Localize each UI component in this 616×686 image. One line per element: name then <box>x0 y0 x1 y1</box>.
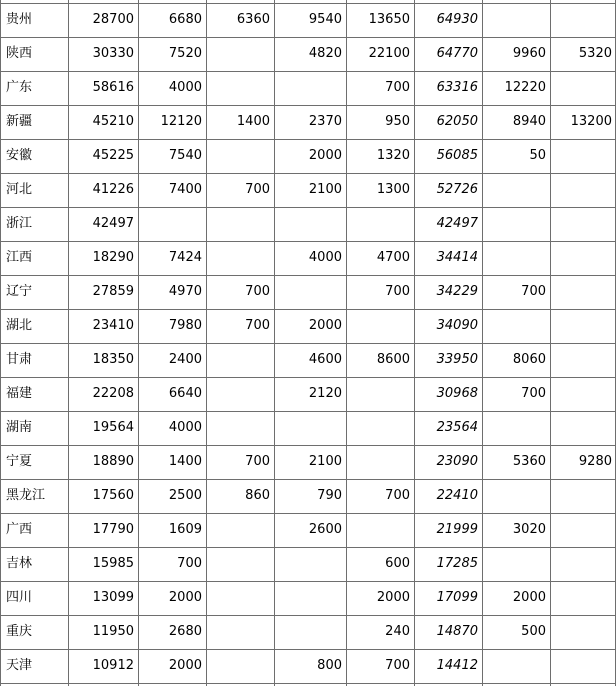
cell-province: 黑龙江 <box>6 488 46 503</box>
cell-col5: 4700 <box>376 250 410 265</box>
cell-col7 <box>482 649 550 683</box>
cell-col2: 4000 <box>168 80 202 95</box>
cell-col4 <box>274 615 346 649</box>
table-row <box>0 445 616 479</box>
cell-province: 甘肃 <box>6 352 33 367</box>
cell-col8 <box>550 207 616 241</box>
cell-col7: 2000 <box>512 590 546 605</box>
cell-col4: 2120 <box>308 386 342 401</box>
cell-col7: 8940 <box>512 114 546 129</box>
cell-col3 <box>206 71 274 105</box>
cell-col3 <box>206 207 274 241</box>
grid-line-horizontal <box>0 309 616 310</box>
cell-total: 17099 <box>436 590 478 605</box>
cell-col5: 240 <box>385 624 410 639</box>
table-row <box>0 377 616 411</box>
cell-col3: 1400 <box>236 114 270 129</box>
cell-col5 <box>346 411 414 445</box>
cell-col5: 700 <box>385 658 410 673</box>
grid-line-horizontal <box>0 377 616 378</box>
cell-col8 <box>550 275 616 309</box>
cell-col4: 4820 <box>308 46 342 61</box>
cell-col2: 1609 <box>168 522 202 537</box>
grid-line-horizontal <box>0 615 616 616</box>
table-row <box>0 207 616 241</box>
cell-total: 23564 <box>436 420 478 435</box>
cell-col7 <box>482 241 550 275</box>
cell-col7 <box>482 207 550 241</box>
cell-col3: 6360 <box>236 12 270 27</box>
cell-col1: 22208 <box>92 386 134 401</box>
cell-total: 52726 <box>436 182 478 197</box>
table-row <box>0 479 616 513</box>
cell-col8 <box>550 71 616 105</box>
cell-col7: 8060 <box>512 352 546 367</box>
cell-col4 <box>274 207 346 241</box>
cell-col4: 2000 <box>308 148 342 163</box>
cell-total: 34414 <box>436 250 478 265</box>
grid-line-horizontal <box>0 71 616 72</box>
cell-col2: 6680 <box>168 12 202 27</box>
cell-col4: 2600 <box>308 522 342 537</box>
cell-col1: 45225 <box>92 148 134 163</box>
cell-col1: 18350 <box>92 352 134 367</box>
grid-line-horizontal <box>0 37 616 38</box>
cell-col4: 9540 <box>308 12 342 27</box>
cell-col8 <box>550 343 616 377</box>
cell-col8 <box>550 649 616 683</box>
cell-col1: 17560 <box>92 488 134 503</box>
cell-col2: 2000 <box>168 590 202 605</box>
cell-col4: 2370 <box>308 114 342 129</box>
cell-col8 <box>550 173 616 207</box>
cell-total: 42497 <box>436 216 478 231</box>
cell-col1: 15985 <box>92 556 134 571</box>
grid-line-horizontal <box>0 683 616 684</box>
cell-col7: 3020 <box>512 522 546 537</box>
cell-total: 56085 <box>436 148 478 163</box>
cell-col7: 700 <box>521 386 546 401</box>
cell-col2: 4970 <box>168 284 202 299</box>
grid-line-horizontal <box>0 581 616 582</box>
cell-col1: 45210 <box>92 114 134 129</box>
cell-province: 辽宁 <box>6 284 33 299</box>
cell-col5 <box>346 513 414 547</box>
table-row <box>0 37 616 71</box>
cell-total: 17285 <box>436 556 478 571</box>
cell-col5 <box>346 377 414 411</box>
cell-col2: 2400 <box>168 352 202 367</box>
cell-col1: 11950 <box>92 624 134 639</box>
table-row <box>0 139 616 173</box>
table-row <box>0 513 616 547</box>
cell-col5: 700 <box>385 80 410 95</box>
cell-total: 34229 <box>436 284 478 299</box>
cell-col1: 42497 <box>92 216 134 231</box>
cell-col8 <box>550 3 616 37</box>
cell-province: 湖南 <box>6 420 33 435</box>
cell-col1: 18890 <box>92 454 134 469</box>
cell-col7: 12220 <box>504 80 546 95</box>
cell-col2: 2680 <box>168 624 202 639</box>
cell-col5: 2000 <box>376 590 410 605</box>
cell-col4: 2000 <box>308 318 342 333</box>
cell-col5 <box>346 207 414 241</box>
cell-col2: 2000 <box>168 658 202 673</box>
cell-col5 <box>346 445 414 479</box>
table-row <box>0 309 616 343</box>
cell-col1: 18290 <box>92 250 134 265</box>
cell-col8 <box>550 241 616 275</box>
cell-col2: 7424 <box>168 250 202 265</box>
cell-col4 <box>274 581 346 615</box>
grid-line-horizontal <box>0 479 616 480</box>
cell-col4: 2100 <box>308 454 342 469</box>
cell-province: 吉林 <box>6 556 33 571</box>
cell-col4 <box>274 275 346 309</box>
cell-col3 <box>206 411 274 445</box>
cell-province: 河北 <box>6 182 33 197</box>
cell-col8: 13200 <box>570 114 612 129</box>
cell-col8 <box>550 513 616 547</box>
table-row <box>0 411 616 445</box>
cell-col7 <box>482 3 550 37</box>
cell-total: 34090 <box>436 318 478 333</box>
cell-province: 江西 <box>6 250 33 265</box>
cell-col2: 12120 <box>160 114 202 129</box>
cell-col2: 1400 <box>168 454 202 469</box>
cell-province: 天津 <box>6 658 33 673</box>
cell-col7 <box>482 309 550 343</box>
grid-line-horizontal <box>0 241 616 242</box>
table-row <box>0 343 616 377</box>
cell-col7: 700 <box>521 284 546 299</box>
grid-line-horizontal <box>0 411 616 412</box>
cell-col1: 28700 <box>92 12 134 27</box>
cell-col8 <box>550 139 616 173</box>
cell-col1: 41226 <box>92 182 134 197</box>
table-row <box>0 581 616 615</box>
cell-col3 <box>206 581 274 615</box>
grid-line-horizontal <box>0 275 616 276</box>
cell-total: 62050 <box>436 114 478 129</box>
cell-province: 浙江 <box>6 216 33 231</box>
cell-col3: 700 <box>245 284 270 299</box>
cell-col8: 9280 <box>578 454 612 469</box>
cell-col2: 7980 <box>168 318 202 333</box>
cell-province: 新疆 <box>6 114 33 129</box>
cell-col2: 7540 <box>168 148 202 163</box>
cell-col7: 9960 <box>512 46 546 61</box>
cell-col4 <box>274 411 346 445</box>
cell-col2: 7400 <box>168 182 202 197</box>
cell-province: 四川 <box>6 590 33 605</box>
cell-col3 <box>206 547 274 581</box>
grid-line-horizontal <box>0 547 616 548</box>
cell-col3 <box>206 615 274 649</box>
cell-col3: 860 <box>245 488 270 503</box>
cell-col1: 27859 <box>92 284 134 299</box>
cell-col1: 58616 <box>92 80 134 95</box>
cell-col7: 5360 <box>512 454 546 469</box>
cell-col8 <box>550 547 616 581</box>
cell-col2: 700 <box>177 556 202 571</box>
table-row <box>0 547 616 581</box>
cell-col3 <box>206 343 274 377</box>
cell-col3: 700 <box>245 318 270 333</box>
cell-col4: 790 <box>317 488 342 503</box>
cell-col3: 700 <box>245 182 270 197</box>
cell-total: 21999 <box>436 522 478 537</box>
cell-col7 <box>482 547 550 581</box>
cell-col7 <box>482 173 550 207</box>
cell-total: 23090 <box>436 454 478 469</box>
cell-province: 陕西 <box>6 46 33 61</box>
cell-province: 福建 <box>6 386 33 401</box>
cell-col2: 2500 <box>168 488 202 503</box>
cell-col5: 13650 <box>368 12 410 27</box>
cell-col1: 23410 <box>92 318 134 333</box>
cell-province: 湖北 <box>6 318 33 333</box>
cell-col2: 6640 <box>168 386 202 401</box>
cell-total: 64930 <box>436 12 478 27</box>
cell-total: 64770 <box>436 46 478 61</box>
cell-col4: 800 <box>317 658 342 673</box>
table-row <box>0 105 616 139</box>
cell-col3: 700 <box>245 454 270 469</box>
cell-total: 14412 <box>436 658 478 673</box>
cell-col3 <box>206 513 274 547</box>
table-row <box>0 71 616 105</box>
grid-line-horizontal <box>0 445 616 446</box>
cell-col1: 17790 <box>92 522 134 537</box>
cell-province: 广西 <box>6 522 33 537</box>
cell-col4: 2100 <box>308 182 342 197</box>
cell-col4: 4600 <box>308 352 342 367</box>
cell-col7: 500 <box>521 624 546 639</box>
cell-col3 <box>206 37 274 71</box>
cell-total: 22410 <box>436 488 478 503</box>
cell-total: 63316 <box>436 80 478 95</box>
grid-line-horizontal <box>0 513 616 514</box>
table-row <box>0 275 616 309</box>
cell-col2: 4000 <box>168 420 202 435</box>
cell-col2: 7520 <box>168 46 202 61</box>
cell-col3 <box>206 377 274 411</box>
cell-col4: 4000 <box>308 250 342 265</box>
table-row <box>0 649 616 683</box>
cell-col5: 22100 <box>368 46 410 61</box>
cell-province: 贵州 <box>6 12 33 27</box>
cell-col5: 950 <box>385 114 410 129</box>
cell-col4 <box>274 547 346 581</box>
cell-col7: 50 <box>529 148 546 163</box>
table-row <box>0 3 616 37</box>
cell-col8 <box>550 377 616 411</box>
cell-col1: 19564 <box>92 420 134 435</box>
cell-province: 广东 <box>6 80 33 95</box>
cell-col5: 1320 <box>376 148 410 163</box>
cell-col4 <box>274 71 346 105</box>
table-row <box>0 241 616 275</box>
cell-col3 <box>206 139 274 173</box>
grid-line-horizontal <box>0 207 616 208</box>
cell-col5: 700 <box>385 284 410 299</box>
cell-col8 <box>550 309 616 343</box>
cell-province: 重庆 <box>6 624 33 639</box>
grid-line-horizontal <box>0 173 616 174</box>
cell-col5: 1300 <box>376 182 410 197</box>
table-row <box>0 173 616 207</box>
cell-col8 <box>550 581 616 615</box>
cell-col8 <box>550 479 616 513</box>
cell-col7 <box>482 479 550 513</box>
grid-line-horizontal <box>0 105 616 106</box>
cell-col1: 13099 <box>92 590 134 605</box>
grid-line-horizontal <box>0 139 616 140</box>
cell-col8 <box>550 411 616 445</box>
cell-col3 <box>206 649 274 683</box>
cell-col1: 10912 <box>92 658 134 673</box>
cell-col5: 700 <box>385 488 410 503</box>
cell-province: 安徽 <box>6 148 33 163</box>
cell-col2 <box>138 207 206 241</box>
cell-col5: 600 <box>385 556 410 571</box>
cell-total: 33950 <box>436 352 478 367</box>
cell-col1: 30330 <box>92 46 134 61</box>
cell-col8 <box>550 615 616 649</box>
grid-line-horizontal <box>0 649 616 650</box>
cell-total: 14870 <box>436 624 478 639</box>
cell-col5 <box>346 309 414 343</box>
cell-col5: 8600 <box>376 352 410 367</box>
cell-total: 30968 <box>436 386 478 401</box>
grid-line-horizontal <box>0 343 616 344</box>
cell-col3 <box>206 241 274 275</box>
grid-line-horizontal <box>0 3 616 4</box>
table-row <box>0 615 616 649</box>
cell-col7 <box>482 411 550 445</box>
cell-province: 宁夏 <box>6 454 33 469</box>
cell-col8: 5320 <box>578 46 612 61</box>
